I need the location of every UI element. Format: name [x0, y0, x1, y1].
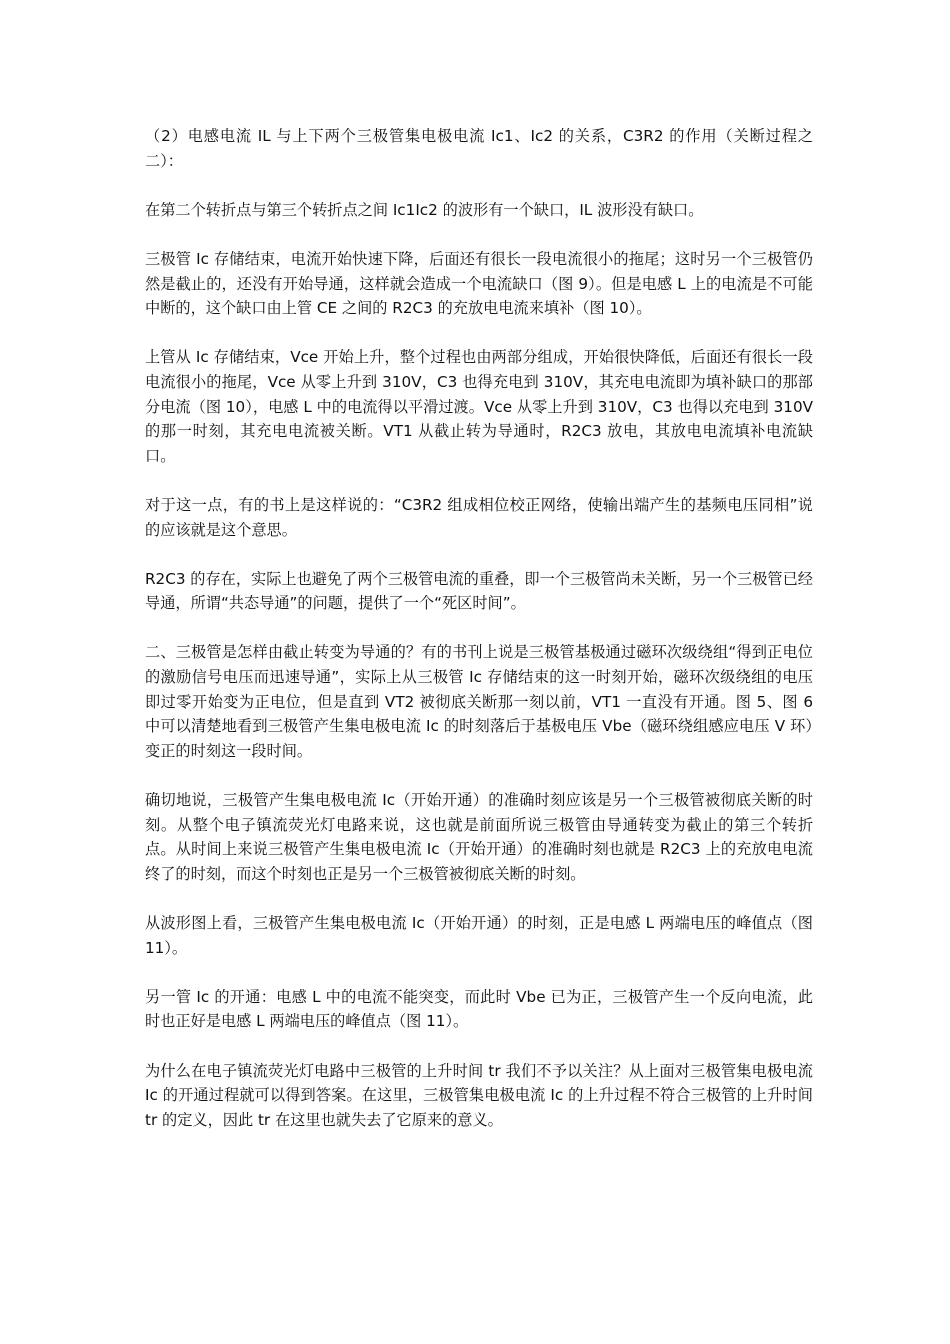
paragraph-inductor-current-relation: （2）电感电流 IL 与上下两个三极管集电极电流 Ic1、Ic2 的关系，C3R2 的作用（关断过程之二）：: [145, 127, 813, 170]
paragraph-exact-turn-on-moment: 确切地说，三极管产生集电极电流 Ic（开始开通）的准确时刻应该是另一个三极管被彻底关断的时刻。从整个电子镇流荧光灯电路来说，这也就是前面所说三极管由导通转变为截止的第三个转折点。从时间上来说三极管产生集电极电流 Ic（开始开通）的准确时刻也就是 R2C3 上的充放电电流终了的时刻，而这个时刻也正是另一个三极管被彻底关断的时刻。: [145, 791, 813, 883]
paragraph-rise-time-tr: 为什么在电子镇流荧光灯电路中三极管的上升时间 tr 我们不予以关注？从上面对三极管集电极电流 Ic 的开通过程就可以得到答案。在这里，三极管集电极电流 Ic 的上升过程不符合三极管的上升时间 tr 的定义，因此 tr 在这里也就失去了它原来的意义。: [145, 1061, 813, 1129]
paragraph-waveform-peak: 从波形图上看，三极管产生集电极电流 Ic（开始开通）的时刻，正是电感 L 两端电压的峰值点（图 11）。: [145, 914, 813, 957]
paragraph-upper-transistor-vce: 上管从 Ic 存储结束，Vce 开始上升，整个过程也由两部分组成，开始很快降低，后面还有很长一段电流很小的拖尾，Vce 从零上升到 310V，C3 也得充电到 310V，其充电电流即为填补缺口的那部分电流（图 10），电感 L 中的电流得以平滑过渡。Vce 从零上升到 310V，C3 也得以充电到 310V 的那一时刻，其充电电流被关断。VT1 从截止转为导通时，R2C3 放电，其放电电流填补电流缺口。: [145, 348, 813, 465]
paragraph-other-transistor-turn-on: 另一管 Ic 的开通：电感 L 中的电流不能突变，而此时 Vbe 已为正，三极管产生一个反向电流，此时也正好是电感 L 两端电压的峰值点（图 11）。: [145, 987, 813, 1031]
document-body: [145, 124, 813, 1157]
paragraph-dead-time: R2C3 的存在，实际上也避免了两个三极管电流的重叠，即一个三极管尚未关断，另一个三极管已经导通，所谓“共态导通”的问题，提供了一个“死区时间”。: [145, 569, 813, 613]
paragraph-storage-end: 三极管 Ic 存储结束，电流开始快速下降，后面还有很长一段电流很小的拖尾；这时另一个三极管仍然是截止的，还没有开始导通，这样就会造成一个电流缺口（图 9）。但是电感 L 上的电流是不可能中断的，这个缺口由上管 CE 之间的 R2C3 的充放电电流来填补（图 10）。: [145, 249, 813, 318]
paragraph-phase-correction-quote: 对于这一点，有的书上是这样说的：“C3R2 组成相位校正网络，使输出端产生的基频电压同相”说的应该就是这个意思。: [145, 495, 813, 539]
paragraph-cutoff-to-conduction: 二、三极管是怎样由截止转变为导通的？有的书刊上说是三极管基极通过磁环次级绕组“得到正电位的激励信号电压而迅速导通”，实际上从三极管 Ic 存储结束的这一时刻开始，磁环次级绕组的电压即过零开始变为正电位，但是直到 VT2 被彻底关断那一刻以前，VT1 一直没有开通。图 5、图 6 中可以清楚地看到三极管产生集电极电流 Ic 的时刻落后于基极电压 Vbe（磁环绕组感应电压 V 环）变正的时刻这一段时间。: [145, 643, 813, 760]
paragraph-waveform-gap: 在第二个转折点与第三个转折点之间 Ic1Ic2 的波形有一个缺口，IL 波形没有缺口。: [145, 200, 704, 219]
